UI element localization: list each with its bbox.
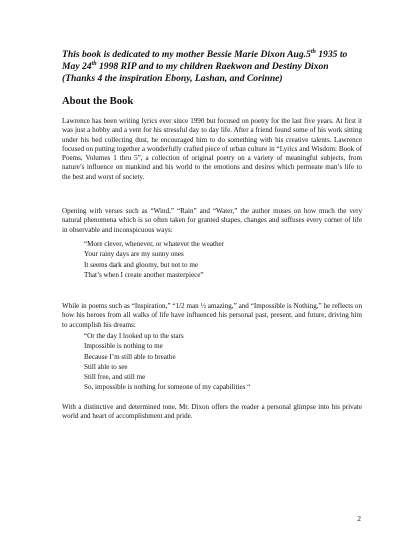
quote-line: So, impossible is nothing for someone of my capabilities “ — [84, 383, 251, 392]
quote-line: Still free, and still me — [84, 373, 146, 382]
dedication-text: 1998 RIP and to my children Raekwon and Destiny Dixon (Thanks 4 the inspiration Ebony, Lashan, and Corinne) — [62, 61, 329, 85]
quote-line: Your rainy days are my sunny ones — [84, 250, 184, 259]
poem-quote — [84, 239, 354, 280]
superscript: th — [91, 61, 97, 68]
quote-line: “Or the day I looked up to the stars — [84, 332, 184, 340]
quote-line: That’s when I create another masterpiece” — [84, 270, 204, 279]
poem-quote — [84, 331, 354, 393]
superscript: th — [310, 48, 316, 55]
quote-line: Impossible is nothing to me — [84, 342, 163, 351]
section-heading: About the Book — [62, 96, 134, 107]
quote-line: Still able to see — [84, 362, 128, 371]
dedication — [62, 49, 362, 86]
paragraph: Opening with verses such as “Wind,” “Rain” and “Water,” the author muses on how much the very natural phenomena which is so often taken for granted shapes, changes and suffuses every corner of life in observable and inconspicuous ways: — [62, 207, 362, 234]
dedication-text: 1935 to May 24 — [62, 49, 348, 73]
paragraph: Lawrence has been writing lyrics ever since 1990 but focused on poetry for the last five years. At first it was just a hobby and a vent for his stressful day to day life. After a friend found some of his work sitting under his bed collecting dust, he encouraged him to do something with his creative talents. Lawrence focused on putting together a wonderfully crafted piece of urban culture in “Lyrics and Wisdom: Book of Poems, Volumes 1 thru 5”, a collection of original poetry on a variety of meaningful subjects, from nature’s influence on mankind and his world to the emotions and desires which permeate man’s life to the best and worst of society. — [62, 117, 362, 181]
quote-line: Because I’m still able to breathe — [84, 352, 176, 361]
quote-line: “More clever, whenever, or whatever the weather — [84, 240, 225, 248]
paragraph: While in poems such as “Inspiration,” “1/2 man ½ amazing,” and “Impossible is Nothing,” he reflects on how his heroes from all walks of life have influenced his personal past, present, and future, driving him to accomplish his dreams: — [62, 302, 362, 329]
quote-line: It seems dark and gloomy, but not to me — [84, 260, 199, 269]
dedication-text: This book is dedicated to my mother Bessie Marie Dixon Aug.5 — [62, 49, 311, 60]
paragraph: With a distinctive and determined tone, Mr. Dixon offers the reader a personal glimpse into his private world and heart of accomplishment and pride. — [62, 403, 362, 421]
page-number: 2 — [357, 514, 361, 523]
